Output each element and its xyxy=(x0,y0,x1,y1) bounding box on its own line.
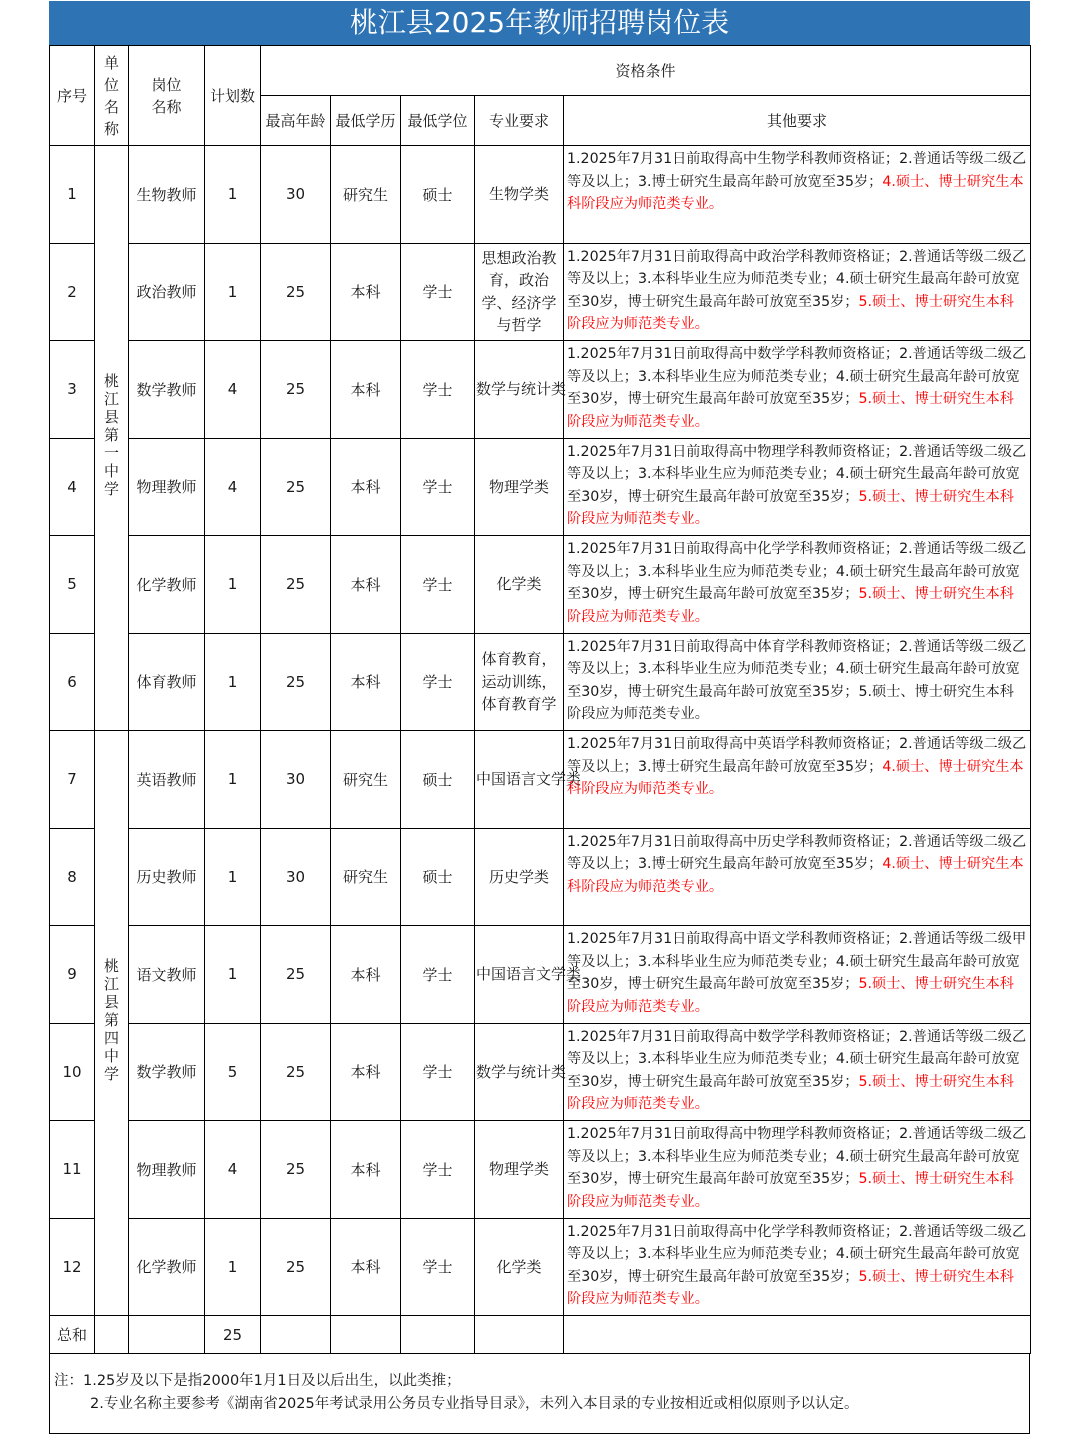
row-max-age: 30 xyxy=(261,731,331,829)
requirement-text: 1.2025年7月31日前取得高中历史学科教师资格证；2.普通话等级二级乙等及以上；3.博士研究生最高年龄可放宽至35岁； xyxy=(567,833,1027,872)
row-min-edu: 本科 xyxy=(331,341,401,439)
row-other-requirements xyxy=(564,438,1031,536)
row-min-degree: 硕士 xyxy=(401,828,475,926)
row-other-requirements xyxy=(564,926,1031,1024)
requirement-highlight: 4.硕士、博士研究生本科阶段应为师范类专业。 xyxy=(567,758,1024,797)
row-post: 体育教师 xyxy=(129,633,205,731)
table-row xyxy=(50,341,1031,439)
row-min-degree: 学士 xyxy=(401,438,475,536)
total-empty-cell xyxy=(475,1316,564,1354)
row-plan: 1 xyxy=(205,243,261,341)
total-plan: 25 xyxy=(205,1316,261,1354)
row-min-degree: 学士 xyxy=(401,243,475,341)
row-max-age: 25 xyxy=(261,1023,331,1121)
row-post: 生物教师 xyxy=(129,146,205,244)
unit-cell xyxy=(95,731,129,1316)
row-seq: 4 xyxy=(50,438,95,536)
row-major: 中国语言文学类 xyxy=(475,926,564,1024)
row-seq: 12 xyxy=(50,1218,95,1316)
table-row xyxy=(50,1023,1031,1121)
requirement-text: 1.2025年7月31日前取得高中物理学科教师资格证；2.普通话等级二级乙等及以上；3.本科毕业生应为师范类专业；4.硕士研究生最高年龄可放宽至30岁，博士研究生最高年龄可放宽至35岁； xyxy=(567,1126,1027,1187)
header-seq: 序号 xyxy=(50,46,95,146)
header-post-label: 岗位名称 xyxy=(151,75,182,116)
row-major: 历史学类 xyxy=(475,828,564,926)
row-other-requirements xyxy=(564,536,1031,634)
row-plan: 1 xyxy=(205,1218,261,1316)
row-seq: 2 xyxy=(50,243,95,341)
row-major: 体育教育，运动训练，体育教育学 xyxy=(475,633,564,731)
total-empty-cell xyxy=(129,1316,205,1354)
requirement-text: 1.2025年7月31日前取得高中数学学科教师资格证；2.普通话等级二级乙等及以上；3.本科毕业生应为师范类专业；4.硕士研究生最高年龄可放宽至30岁，博士研究生最高年龄可放宽至35岁； xyxy=(567,1028,1027,1090)
requirement-highlight: 4.硕士、博士研究生本科阶段应为师范类专业。 xyxy=(567,856,1024,895)
header-unit xyxy=(95,46,129,146)
row-min-degree: 学士 xyxy=(401,341,475,439)
requirement-highlight: 5.硕士、博士研究生本科阶段应为师范类专业。 xyxy=(567,488,1014,527)
header-min-edu: 最低学历 xyxy=(331,96,401,146)
row-max-age: 30 xyxy=(261,146,331,244)
note-line-1: 注：1.25岁及以下是指2000年1月1日及以后出生，以此类推； xyxy=(54,1373,461,1389)
row-min-edu: 本科 xyxy=(331,1023,401,1121)
row-min-degree: 学士 xyxy=(401,1121,475,1219)
row-max-age: 25 xyxy=(261,926,331,1024)
requirement-text: 1.2025年7月31日前取得高中语文学科教师资格证；2.普通话等级二级甲等及以上；3.本科毕业生应为师范类专业；4.硕士研究生最高年龄可放宽至30岁，博士研究生最高年龄可放宽至35岁； xyxy=(567,931,1027,992)
header-qualification: 资格条件 xyxy=(261,46,1031,96)
table-row xyxy=(50,633,1031,731)
row-post: 化学教师 xyxy=(129,1218,205,1316)
page-title: 桃江县2025年教师招聘岗位表 xyxy=(49,1,1030,45)
row-min-edu: 研究生 xyxy=(331,146,401,244)
row-plan: 1 xyxy=(205,828,261,926)
header-post xyxy=(129,46,205,146)
recruitment-sheet xyxy=(49,1,1030,1434)
header-other: 其他要求 xyxy=(564,96,1031,146)
row-post: 语文教师 xyxy=(129,926,205,1024)
header-major: 专业要求 xyxy=(475,96,564,146)
row-other-requirements xyxy=(564,1218,1031,1316)
total-empty-cell xyxy=(261,1316,331,1354)
requirement-text: 1.2025年7月31日前取得高中化学学科教师资格证；2.普通话等级二级乙等及以上；3.本科毕业生应为师范类专业；4.硕士研究生最高年龄可放宽至30岁，博士研究生最高年龄可放宽至35岁； xyxy=(567,541,1027,602)
row-min-degree: 学士 xyxy=(401,633,475,731)
table-body xyxy=(50,46,1031,1354)
row-min-degree: 学士 xyxy=(401,1023,475,1121)
row-max-age: 25 xyxy=(261,341,331,439)
header-min-degree: 最低学位 xyxy=(401,96,475,146)
table-row xyxy=(50,438,1031,536)
row-max-age: 30 xyxy=(261,828,331,926)
row-plan: 1 xyxy=(205,926,261,1024)
row-plan: 4 xyxy=(205,1121,261,1219)
total-empty-cell xyxy=(95,1316,129,1354)
row-seq: 6 xyxy=(50,633,95,731)
row-major: 数学与统计类 xyxy=(475,1023,564,1121)
row-plan: 1 xyxy=(205,633,261,731)
requirement-highlight: 5.硕士、博士研究生本科阶段应为师范类专业。 xyxy=(567,1073,1014,1112)
row-plan: 1 xyxy=(205,536,261,634)
row-major: 数学与统计类 xyxy=(475,341,564,439)
row-plan: 1 xyxy=(205,146,261,244)
requirement-highlight: 5.硕士、博士研究生本科阶段应为师范类专业。 xyxy=(567,586,1014,625)
table-row xyxy=(50,243,1031,341)
requirement-highlight: 5.硕士、博士研究生本科阶段应为师范类专业。 xyxy=(567,1268,1014,1307)
total-label: 总和 xyxy=(50,1316,95,1354)
row-plan: 4 xyxy=(205,438,261,536)
row-post: 政治教师 xyxy=(129,243,205,341)
row-other-requirements xyxy=(564,1121,1031,1219)
row-max-age: 25 xyxy=(261,536,331,634)
row-other-requirements xyxy=(564,828,1031,926)
row-post: 化学教师 xyxy=(129,536,205,634)
requirement-highlight: 5.硕士、博士研究生本科阶段应为师范类专业。 xyxy=(567,391,1014,430)
row-seq: 10 xyxy=(50,1023,95,1121)
row-min-degree: 硕士 xyxy=(401,731,475,829)
requirement-text: 1.2025年7月31日前取得高中物理学科教师资格证；2.普通话等级二级乙等及以上；3.本科毕业生应为师范类专业；4.硕士研究生最高年龄可放宽至30岁，博士研究生最高年龄可放宽至35岁； xyxy=(567,443,1027,505)
row-post: 数学教师 xyxy=(129,1023,205,1121)
positions-table xyxy=(49,45,1031,1354)
table-row xyxy=(50,146,1031,244)
table-row xyxy=(50,1121,1031,1219)
row-min-edu: 本科 xyxy=(331,926,401,1024)
row-seq: 11 xyxy=(50,1121,95,1219)
table-row xyxy=(50,828,1031,926)
row-seq: 1 xyxy=(50,146,95,244)
table-row xyxy=(50,926,1031,1024)
row-min-edu: 本科 xyxy=(331,1218,401,1316)
table-row xyxy=(50,731,1031,829)
row-min-degree: 学士 xyxy=(401,1218,475,1316)
row-min-edu: 研究生 xyxy=(331,828,401,926)
row-major: 中国语言文学类 xyxy=(475,731,564,829)
requirement-text: 1.2025年7月31日前取得高中化学学科教师资格证；2.普通话等级二级乙等及以上；3.本科毕业生应为师范类专业；4.硕士研究生最高年龄可放宽至30岁，博士研究生最高年龄可放宽至35岁； xyxy=(567,1223,1027,1285)
row-min-degree: 学士 xyxy=(401,926,475,1024)
row-other-requirements xyxy=(564,146,1031,244)
requirement-text: 1.2025年7月31日前取得高中政治学科教师资格证；2.普通话等级二级乙等及以上；3.本科毕业生应为师范类专业；4.硕士研究生最高年龄可放宽至30岁，博士研究生最高年龄可放宽至35岁； xyxy=(567,248,1027,310)
row-min-edu: 本科 xyxy=(331,438,401,536)
row-post: 历史教师 xyxy=(129,828,205,926)
row-post: 数学教师 xyxy=(129,341,205,439)
row-min-edu: 研究生 xyxy=(331,731,401,829)
requirement-text: 1.2025年7月31日前取得高中体育学科教师资格证；2.普通话等级二级乙等及以上；3.本科毕业生应为师范类专业；4.硕士研究生最高年龄可放宽至30岁，博士研究生最高年龄可放宽至35岁；5.硕士、博士研究生本科阶段应为师范类专业。 xyxy=(567,638,1027,722)
header-unit-label: 单位名称 xyxy=(103,53,119,138)
header-row-1 xyxy=(50,46,1031,96)
row-seq: 8 xyxy=(50,828,95,926)
row-min-degree: 硕士 xyxy=(401,146,475,244)
row-major: 生物学类 xyxy=(475,146,564,244)
row-max-age: 25 xyxy=(261,243,331,341)
total-empty-cell xyxy=(564,1316,1031,1354)
requirement-highlight: 5.硕士、博士研究生本科阶段应为师范类专业。 xyxy=(567,976,1014,1015)
requirement-text: 1.2025年7月31日前取得高中数学学科教师资格证；2.普通话等级二级乙等及以上；3.本科毕业生应为师范类专业；4.硕士研究生最高年龄可放宽至30岁，博士研究生最高年龄可放宽至35岁； xyxy=(567,346,1027,407)
header-max-age: 最高年龄 xyxy=(261,96,331,146)
row-seq: 9 xyxy=(50,926,95,1024)
row-plan: 1 xyxy=(205,731,261,829)
row-min-edu: 本科 xyxy=(331,243,401,341)
row-other-requirements xyxy=(564,1023,1031,1121)
row-min-edu: 本科 xyxy=(331,633,401,731)
row-seq: 3 xyxy=(50,341,95,439)
row-min-edu: 本科 xyxy=(331,536,401,634)
table-row xyxy=(50,1218,1031,1316)
header-plan: 计划数 xyxy=(205,46,261,146)
unit-cell xyxy=(95,146,129,731)
unit-name: 桃江县第一中学 xyxy=(102,373,120,499)
row-seq: 5 xyxy=(50,536,95,634)
row-other-requirements xyxy=(564,633,1031,731)
total-row xyxy=(50,1316,1031,1354)
row-major: 思想政治教育，政治学、经济学与哲学 xyxy=(475,243,564,341)
row-other-requirements xyxy=(564,341,1031,439)
requirement-highlight: 4.硕士、博士研究生本科阶段应为师范类专业。 xyxy=(567,173,1024,212)
row-major: 物理学类 xyxy=(475,1121,564,1219)
row-seq: 7 xyxy=(50,731,95,829)
note-line-2: 2.专业名称主要参考《湖南省2025年考试录用公务员专业指导目录》，未列入本目录的专业按相近或相似原则予以认定。 xyxy=(90,1396,859,1412)
row-post: 物理教师 xyxy=(129,1121,205,1219)
unit-name: 桃江县第四中学 xyxy=(102,958,120,1084)
requirement-highlight: 5.硕士、博士研究生本科阶段应为师范类专业。 xyxy=(567,293,1014,332)
requirement-text: 1.2025年7月31日前取得高中英语学科教师资格证；2.普通话等级二级乙等及以上；3.博士研究生最高年龄可放宽至35岁； xyxy=(567,736,1027,775)
notes xyxy=(49,1354,1030,1434)
requirement-text: 1.2025年7月31日前取得高中生物学科教师资格证；2.普通话等级二级乙等及以上；3.博士研究生最高年龄可放宽至35岁； xyxy=(567,151,1027,190)
row-major: 物理学类 xyxy=(475,438,564,536)
row-plan: 5 xyxy=(205,1023,261,1121)
total-empty-cell xyxy=(401,1316,475,1354)
row-max-age: 25 xyxy=(261,633,331,731)
row-min-edu: 本科 xyxy=(331,1121,401,1219)
row-other-requirements xyxy=(564,243,1031,341)
row-other-requirements xyxy=(564,731,1031,829)
row-post: 物理教师 xyxy=(129,438,205,536)
requirement-highlight: 5.硕士、博士研究生本科阶段应为师范类专业。 xyxy=(567,1171,1014,1210)
row-max-age: 25 xyxy=(261,1218,331,1316)
row-major: 化学类 xyxy=(475,536,564,634)
row-max-age: 25 xyxy=(261,1121,331,1219)
row-post: 英语教师 xyxy=(129,731,205,829)
row-max-age: 25 xyxy=(261,438,331,536)
total-empty-cell xyxy=(331,1316,401,1354)
table-row xyxy=(50,536,1031,634)
row-plan: 4 xyxy=(205,341,261,439)
row-min-degree: 学士 xyxy=(401,536,475,634)
row-major: 化学类 xyxy=(475,1218,564,1316)
